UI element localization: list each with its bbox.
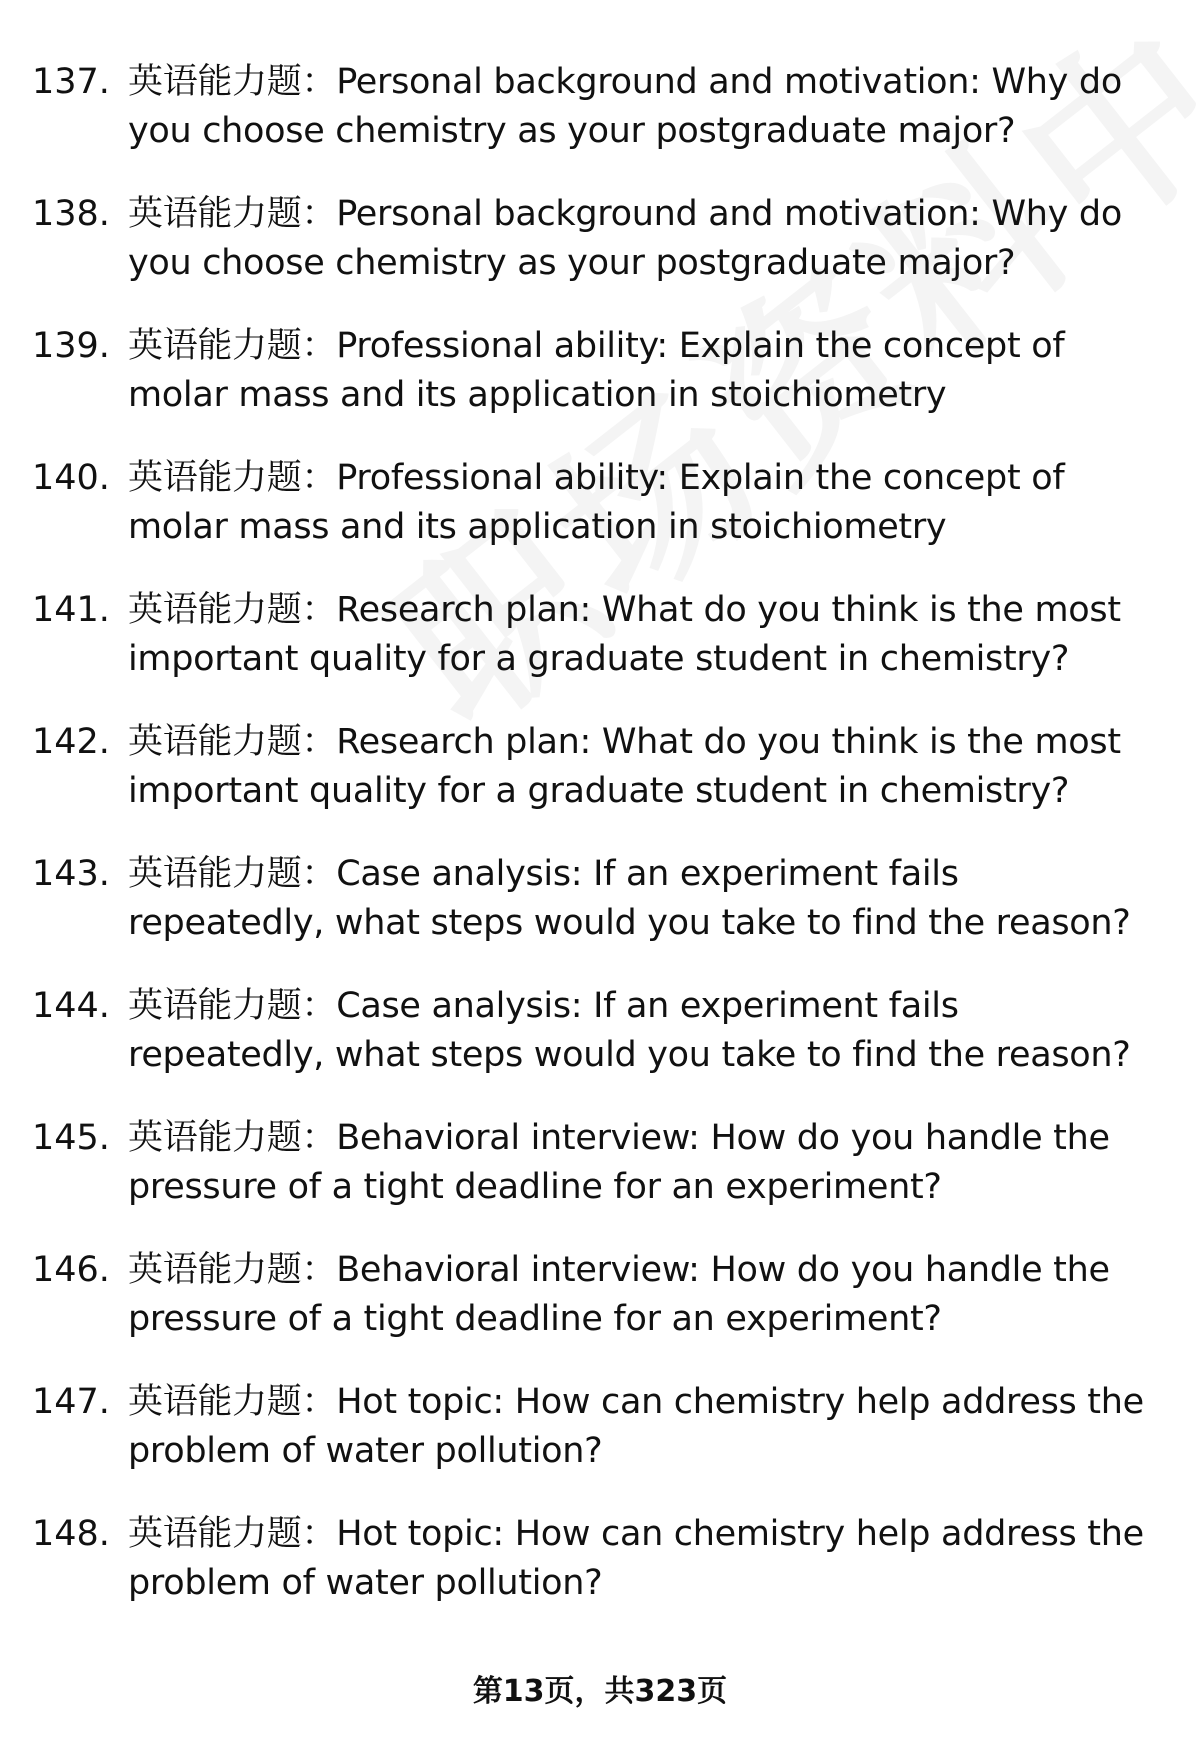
question-text: 英语能力题：Hot topic: How can chemistry help address the problem of water pollution?	[128, 1382, 1144, 1471]
list-item	[32, 454, 1162, 586]
question-text: 英语能力题：Professional ability: Explain the concept of molar mass and its application in stoichiometry	[128, 458, 1065, 547]
question-number: 137.	[32, 62, 110, 102]
question-number: 147.	[32, 1382, 110, 1422]
question-text: 英语能力题：Case analysis: If an experiment fails repeatedly, what steps would you take to find the reason?	[128, 986, 1131, 1075]
list-item	[32, 1510, 1162, 1642]
list-item	[32, 322, 1162, 454]
question-number: 148.	[32, 1514, 110, 1554]
question-number: 140.	[32, 458, 110, 498]
question-text: 英语能力题：Research plan: What do you think is the most important quality for a graduate student in chemistry?	[128, 722, 1121, 811]
question-number: 144.	[32, 986, 110, 1026]
question-number: 143.	[32, 854, 110, 894]
list-item	[32, 1114, 1162, 1246]
question-number: 145.	[32, 1118, 110, 1158]
page-number-footer: 第13页，共323页	[472, 1674, 728, 1709]
question-number: 142.	[32, 722, 110, 762]
question-text: 英语能力题：Behavioral interview: How do you handle the pressure of a tight deadline for an experiment?	[128, 1250, 1110, 1339]
list-item	[32, 982, 1162, 1114]
question-text: 英语能力题：Hot topic: How can chemistry help address the problem of water pollution?	[128, 1514, 1144, 1603]
question-text: 英语能力题：Research plan: What do you think is the most important quality for a graduate student in chemistry?	[128, 590, 1121, 679]
list-item	[32, 718, 1162, 850]
question-text: 英语能力题：Behavioral interview: How do you handle the pressure of a tight deadline for an experiment?	[128, 1118, 1110, 1207]
question-text: 英语能力题：Personal background and motivation: Why do you choose chemistry as your postgraduate major?	[128, 62, 1122, 151]
question-number: 139.	[32, 326, 110, 366]
list-item	[32, 190, 1162, 322]
question-number: 138.	[32, 194, 110, 234]
question-number: 146.	[32, 1250, 110, 1290]
list-item	[32, 586, 1162, 718]
question-text: 英语能力题：Professional ability: Explain the concept of molar mass and its application in stoichiometry	[128, 326, 1065, 415]
question-list	[32, 58, 1162, 1642]
question-number: 141.	[32, 590, 110, 630]
list-item	[32, 58, 1162, 190]
list-item	[32, 1378, 1162, 1510]
list-item	[32, 850, 1162, 982]
list-item	[32, 1246, 1162, 1378]
question-text: 英语能力题：Personal background and motivation: Why do you choose chemistry as your postgraduate major?	[128, 194, 1122, 283]
question-text: 英语能力题：Case analysis: If an experiment fails repeatedly, what steps would you take to find the reason?	[128, 854, 1131, 943]
